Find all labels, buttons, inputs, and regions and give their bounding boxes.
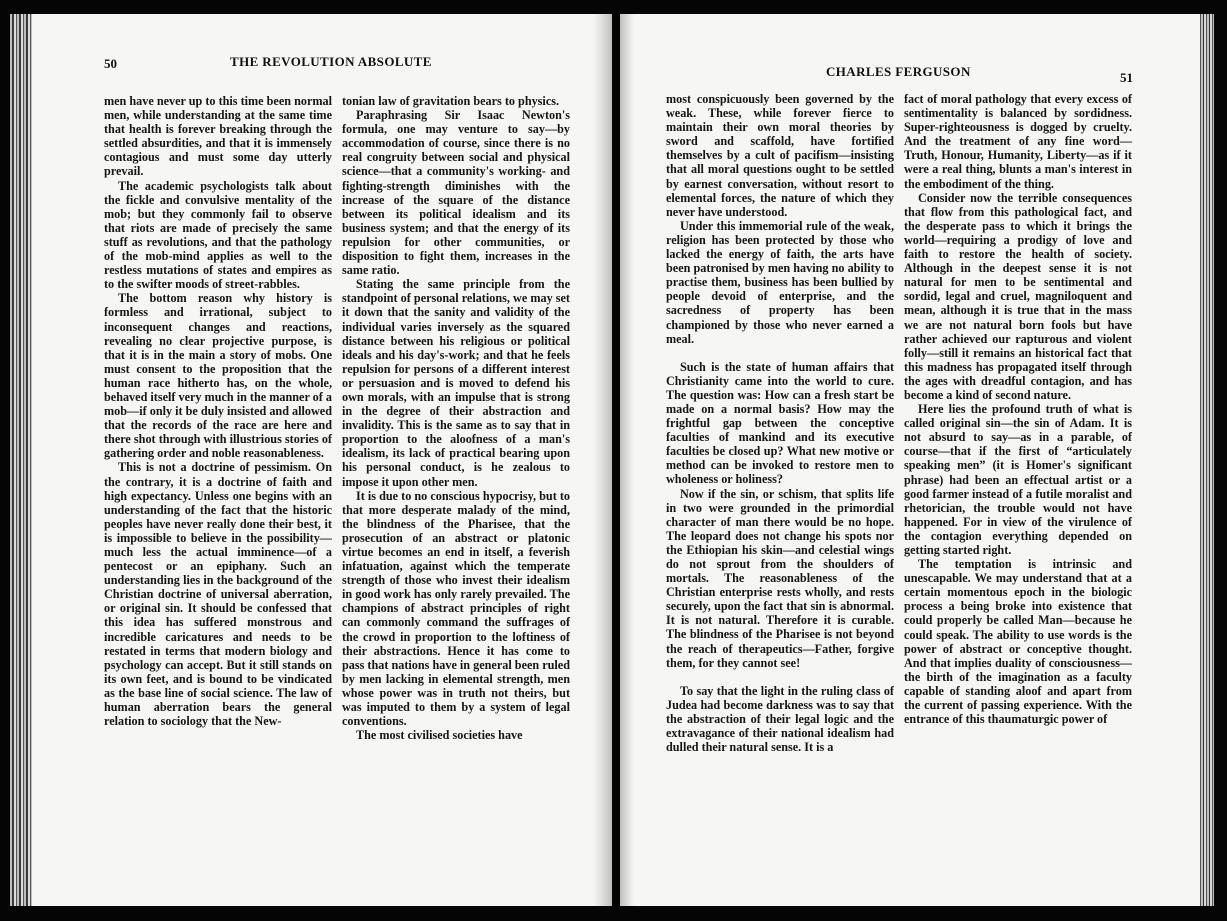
page-edges-left (10, 14, 34, 906)
paragraph: most conspicuously been governed by the weak. These, while forever fierce to maintain their own moral theories by sword and scaffold, have fortified themselves by a cult of pacifism—insisting that all moral questions ought to be settled by earnest conversation, without resort to elemental forces, the nature of which they never have understood. (666, 92, 894, 219)
paragraph: Now if the sin, or schism, that splits life in two were grounded in the primordial character of man there would be no hope. The leopard does not change his spots nor the Ethiopian his skin—and celestial wings do not sprout from the shoulders of mortals. The reasonableness of the Christian enterprise rests wholly, and rests securely, upon the fact that sin is abnormal. It is not natural. Therefore it is curable. The blindness of the Pharisee is not beyond the reach of therapeutics—Father, forgive them, for they cannot see! (666, 486, 894, 670)
paragraph: Consider now the terrible consequences that flow from this pathological fact, and the desperate pass to which it brings the world—requiring a prodigy of love and faith to restore the health of society. Although in the deepest sense it is not natural for men to be sentimental and sordid, legal and cruel, magniloquent and mean, although it is true that in the mass we are not natural born fools but have rather achieved our rapturous and violent folly—still it remains an historical fact that this madness has propagated itself through the ages with dreadful contagion, and has become a kind of second nature. (904, 190, 1132, 402)
text-column-2 (904, 92, 1132, 726)
page-number: 50 (104, 56, 117, 71)
paragraph: The most civilised societies have (356, 728, 523, 743)
paragraph: Stating the same principle from the standpoint of personal relations, we may set it down that the sanity and validity of the individual varies inversely as the squared distance between his religious or political ideals and his day's-work; and that he feels repulsion for persons of a different interest or persuasion and is moved to defend his own morals, with an impulse that is strong in the degree of their abstraction and invalidity. This is the same as to say that in proportion to the aloofness of a man's idealism, its lack of practical bearing upon his personal conduct, is he zealous to impose it upon other men. (342, 277, 570, 489)
text-column-1 (104, 94, 332, 728)
gutter-shadow (620, 14, 634, 906)
paragraph: Under this immemorial rule of the weak, religion has been protected by those who lacked the energy of faith, the arts have been patronised by men having no ability to practise them, business has been bullied by people devoid of enterprise, and the sacredness of property has been championed by those who never earned a meal. (666, 218, 894, 346)
paragraph: This is not a doctrine of pessimism. On the contrary, it is a doctrine of faith and high expectancy. Unless one begins with an understanding of the fact that the historic peoples have never really done their best, it is impossible to believe in the possibility—much less the actual imminence—of a pentecost or an epiphany. Such an understanding lies in the background of the Christian doctrine of universal aberration, or original sin. It should be confessed that this idea has suffered monstrous and incredible caricatures and needs to be restated in terms that modern biology and psychology can accept. But it still stands on its own feet, and is bound to be vindicated as the base line of social science. The law of human aberration bears the general relation to sociology that the New- (104, 460, 332, 729)
paragraph: The bottom reason why history is formless and irrational, subject to inconsequent changes and reactions, revealing no clear projective purpose, is that it is in the main a story of mobs. One must consent to the proposition that the human race hitherto has, on the whole, behaved itself very much in the manner of a mob—if only it be duly insisted and allowed that the records of the race are here and there shot through with illustrious stories of gathering order and noble reasonableness. (104, 291, 332, 461)
gutter-shadow (594, 14, 612, 906)
running-head: THE REVOLUTION ABSOLUTE (230, 54, 432, 69)
paragraph: The temptation is intrinsic and unescapable. We may understand that at a certain momentous epoch in the biologic process a being broke into existence that could properly be called Man—because he could speak. The ability to use words is the power of abstract or conceptive thought. And that implies duality of consciousness—the birth of the imagination as a faculty capable of standing aloof and apart from the current of passing experience. With the entrance of this thaumaturgic power of (904, 557, 1132, 727)
paragraph: To say that the light in the ruling class of Judea had become darkness was to say that the abstraction of their legal logic and the extravagance of their national idealism had dulled their natural sense. It is a (666, 683, 894, 755)
left-page (32, 14, 612, 906)
paragraph: fact of moral pathology that every excess of sentimentality is balanced by sordidness. Super-righteousness is dogged by cruelty. And the treatment of any fine word—Truth, Honour, Humanity, Liberty—as if it were a real thing, blunts a man's interest in the embodiment of the thing. (904, 92, 1132, 191)
text-column-2 (342, 94, 570, 742)
paragraph: Paraphrasing Sir Isaac Newton's formula, one may venture to say—by accommodation of course, since there is no real congruity between social and physical science—that a community's working- and fighting-strength diminishes with the increase of the square of the distance between its political idealism and its business system; and that the energy of its repulsion for other communities, or disposition to fight them, increases in the same ratio. (342, 108, 570, 278)
running-head: CHARLES FERGUSON (826, 64, 971, 79)
page-edges-right (1198, 14, 1214, 906)
paragraph: Such is the state of human affairs that Christianity came into the world to cure. The question was: How can a fresh start be made on a normal basis? How may the frightful gap between the conceptive faculties of mankind and its executive faculties be closed up? What new motive or method can be invoked to restore men to wholeness or holiness? (666, 359, 894, 487)
right-page (620, 14, 1200, 906)
paragraph: men have never up to this time been normal men, while understanding at the same time that health is forever breaking through the settled absurdities, and that it is immensely contagious and must some day utterly prevail. (104, 94, 332, 179)
paragraph: It is due to no conscious hypocrisy, but to that more desperate malady of the mind, the blindness of the Pharisee, that the prosecution of an abstract or platonic virtue becomes an end in itself, a feverish infatuation, against which the temperate strength of those who invest their idealism in good work has only rarely prevailed. The champions of abstract principles of right can commonly command the suffrages of the crowd in proportion to the loftiness of their abstractions. Hence it has come to pass that nations have in general been ruled by men lacking in elemental strength, men whose power was in truth not theirs, but was imputed to them by a system of legal conventions. (342, 488, 570, 729)
paragraph: Here lies the profound truth of what is called original sin—the sin of Adam. It is not absurd to say—as in a parable, of course—that if the first of “articulately speaking men” (it is Homer's significant phrase) had been an effectual artist or a good farmer instead of a futile moralist and rhetorician, the trouble would not have happened. For in view of the virulence of the contagion everything depended on getting started right. (904, 402, 1132, 557)
text-column-1 (666, 92, 894, 754)
paragraph: tonian law of gravitation bears to physics. (342, 94, 560, 108)
paragraph: The academic psychologists talk about the fickle and convulsive mentality of the mob; but they commonly fail to observe that riots are made of precisely the same stuff as revolutions, and that the pathology of the mob-mind applies as well to the restless mutations of states and empires as to the swifter moods of street-rabbles. (104, 178, 332, 292)
page-number: 51 (1120, 70, 1133, 85)
